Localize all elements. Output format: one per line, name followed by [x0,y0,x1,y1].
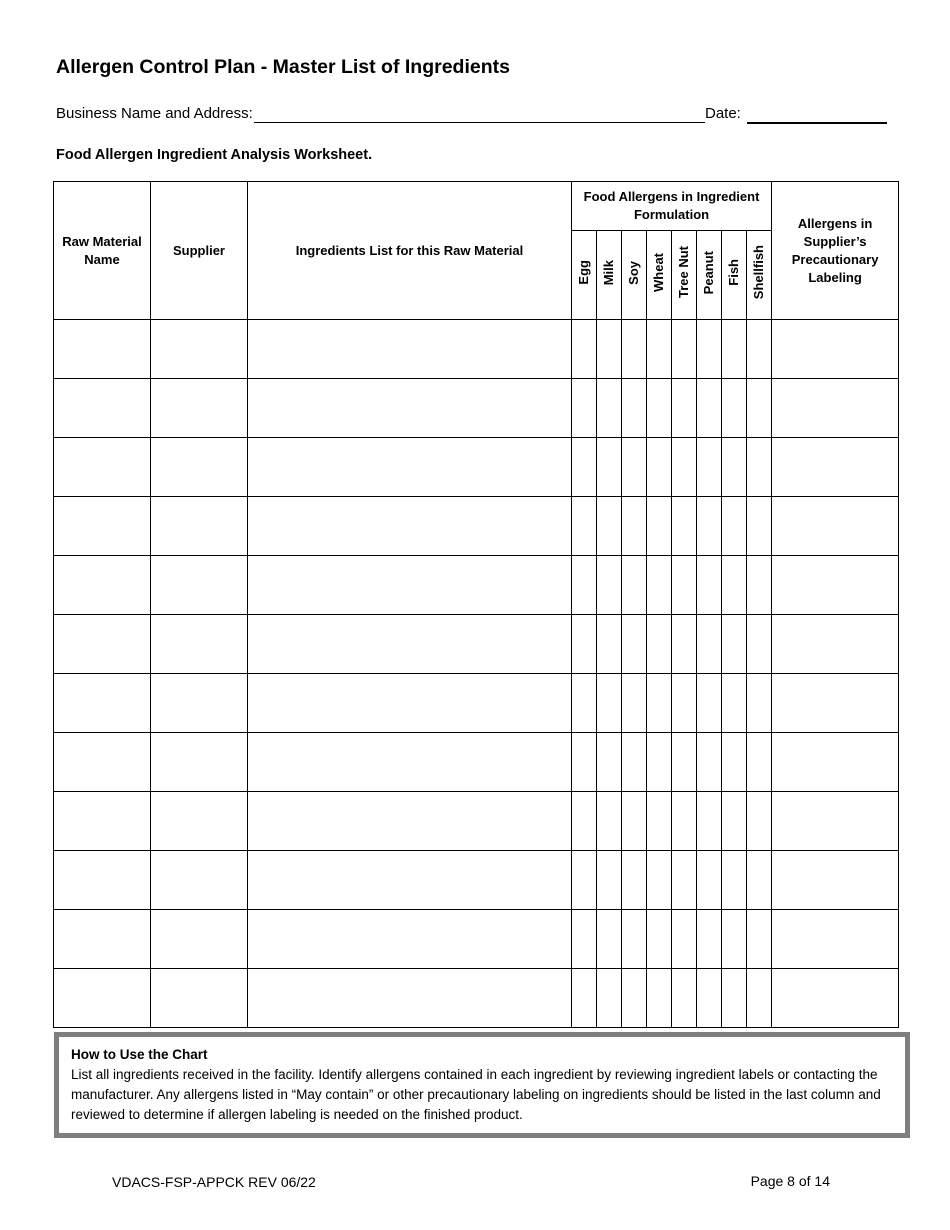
table-cell[interactable] [772,733,899,792]
table-cell[interactable] [672,497,697,556]
table-cell[interactable] [697,438,722,497]
table-cell[interactable] [54,615,151,674]
table-cell[interactable] [772,556,899,615]
table-cell[interactable] [647,910,672,969]
table-row [54,615,899,674]
table-cell[interactable] [672,674,697,733]
table-cell[interactable] [647,320,672,379]
table-cell[interactable] [772,851,899,910]
table-cell[interactable] [747,969,772,1028]
table-cell[interactable] [697,556,722,615]
table-cell[interactable] [747,556,772,615]
page-title: Allergen Control Plan - Master List of Ingredients [56,56,510,78]
table-cell[interactable] [647,556,672,615]
table-cell[interactable] [572,851,597,910]
table-cell[interactable] [747,379,772,438]
table-cell[interactable] [151,851,248,910]
table-cell[interactable] [151,320,248,379]
table-cell[interactable] [672,792,697,851]
table-cell[interactable] [647,851,672,910]
table-cell[interactable] [248,556,572,615]
table-cell[interactable] [597,910,622,969]
table-cell[interactable] [722,379,747,438]
table-cell[interactable] [248,615,572,674]
table-cell[interactable] [248,851,572,910]
table-row [54,969,899,1028]
table-cell[interactable] [54,438,151,497]
table-cell[interactable] [647,438,672,497]
table-cell[interactable] [672,851,697,910]
allergen-worksheet-table [53,181,899,1028]
table-cell[interactable] [597,320,622,379]
table-cell[interactable] [697,851,722,910]
table-row [54,792,899,851]
header-allergen-shellfish [747,231,772,320]
table-cell[interactable] [248,320,572,379]
table-cell[interactable] [772,910,899,969]
header-allergen-milk [597,231,622,320]
table-cell[interactable] [647,733,672,792]
allergen-label: Shellfish [751,245,767,300]
table-cell[interactable] [248,379,572,438]
table-cell[interactable] [672,320,697,379]
table-cell[interactable] [722,733,747,792]
table-cell[interactable] [722,792,747,851]
table-row [54,497,899,556]
allergen-label: Tree Nut [676,246,691,299]
table-cell[interactable] [697,320,722,379]
table-cell[interactable] [772,497,899,556]
table-row [54,733,899,792]
business-name-label: Business Name and Address: [56,105,253,122]
table-cell[interactable] [772,379,899,438]
table-cell[interactable] [151,497,248,556]
table-cell[interactable] [697,969,722,1028]
allergen-label: Egg [576,260,591,285]
header-allergen-peanut [697,231,722,320]
table-cell[interactable] [622,674,647,733]
table-row [54,851,899,910]
table-cell[interactable] [54,556,151,615]
worksheet-subtitle: Food Allergen Ingredient Analysis Worksheet. [56,147,373,163]
table-row [54,438,899,497]
table-cell[interactable] [622,320,647,379]
table-cell[interactable] [572,733,597,792]
table-cell[interactable] [697,910,722,969]
table-cell[interactable] [747,792,772,851]
table-cell[interactable] [747,733,772,792]
header-allergen-egg [572,231,597,320]
table-cell[interactable] [597,556,622,615]
table-cell[interactable] [672,910,697,969]
table-cell[interactable] [697,733,722,792]
table-cell[interactable] [722,497,747,556]
table-cell[interactable] [747,320,772,379]
table-cell[interactable] [248,733,572,792]
table-cell[interactable] [747,851,772,910]
table-cell[interactable] [697,674,722,733]
table-cell[interactable] [722,851,747,910]
table-cell[interactable] [622,379,647,438]
table-cell[interactable] [597,497,622,556]
table-cell[interactable] [572,320,597,379]
table-cell[interactable] [572,497,597,556]
table-cell[interactable] [54,969,151,1028]
table-cell[interactable] [647,615,672,674]
table-cell[interactable] [622,733,647,792]
table-cell[interactable] [772,969,899,1028]
table-cell[interactable] [622,497,647,556]
header-allergen-soy [622,231,647,320]
table-cell[interactable] [622,438,647,497]
table-cell[interactable] [597,969,622,1028]
table-cell[interactable] [248,497,572,556]
table-cell[interactable] [672,379,697,438]
header-raw-material-name: Raw Material Name [54,182,151,320]
worksheet-body [54,320,899,1028]
table-cell[interactable] [54,320,151,379]
table-cell[interactable] [697,615,722,674]
table-row [54,910,899,969]
allergen-label: Milk [601,259,616,286]
table-cell[interactable] [248,674,572,733]
table-cell[interactable] [647,792,672,851]
table-cell[interactable] [672,615,697,674]
table-cell[interactable] [622,792,647,851]
table-cell[interactable] [572,379,597,438]
table-cell[interactable] [151,910,248,969]
table-cell[interactable] [572,556,597,615]
table-cell[interactable] [622,910,647,969]
table-cell[interactable] [151,615,248,674]
table-cell[interactable] [572,792,597,851]
allergen-label: Wheat [651,253,666,292]
table-cell[interactable] [248,792,572,851]
table-cell[interactable] [597,674,622,733]
table-cell[interactable] [722,969,747,1028]
table-cell[interactable] [747,438,772,497]
table-cell[interactable] [597,792,622,851]
table-cell[interactable] [151,733,248,792]
table-cell[interactable] [697,497,722,556]
table-cell[interactable] [672,969,697,1028]
business-name-field[interactable] [254,122,705,123]
table-cell[interactable] [248,910,572,969]
table-cell[interactable] [622,969,647,1028]
table-cell[interactable] [572,674,597,733]
table-row [54,320,899,379]
table-cell[interactable] [772,674,899,733]
table-cell[interactable] [622,615,647,674]
header-ingredients-list: Ingredients List for this Raw Material [248,182,572,320]
table-row [54,379,899,438]
table-cell[interactable] [722,615,747,674]
table-cell[interactable] [572,910,597,969]
table-cell[interactable] [54,910,151,969]
table-cell[interactable] [151,438,248,497]
table-cell[interactable] [597,851,622,910]
table-cell[interactable] [747,615,772,674]
table-cell[interactable] [647,969,672,1028]
table-cell[interactable] [647,674,672,733]
how-to-title: How to Use the Chart [71,1047,208,1062]
header-allergen-tree-nut [672,231,697,320]
header-food-allergens-group: Food Allergens in Ingredient Formulation [572,182,772,231]
table-cell[interactable] [622,556,647,615]
doc-code: VDACS-FSP-APPCK REV 06/22 [112,1174,316,1190]
table-cell[interactable] [572,615,597,674]
header-supplier: Supplier [151,182,248,320]
page-number: Page 8 of 14 [750,1173,830,1189]
table-cell[interactable] [722,910,747,969]
table-cell[interactable] [697,379,722,438]
table-cell[interactable] [772,438,899,497]
how-to-body: List all ingredients received in the facility. Identify allergens contained in each ingredient by reviewing ingredient labels or contacting the manufacturer. Any allergens listed in “May contain” or other precautionary labeling on ingredients should be listed in the last column and reviewed to determine if allergen labeling is needed on the finished product. [71,1067,881,1122]
table-cell[interactable] [54,674,151,733]
table-cell[interactable] [647,379,672,438]
table-cell[interactable] [722,438,747,497]
table-cell[interactable] [151,379,248,438]
header-precautionary-labeling: Allergens in Supplier’s Precautionary Labeling [772,182,899,320]
table-cell[interactable] [54,851,151,910]
header-allergen-wheat [647,231,672,320]
table-cell[interactable] [722,320,747,379]
table-cell[interactable] [747,910,772,969]
table-row [54,674,899,733]
table-cell[interactable] [151,556,248,615]
table-cell[interactable] [672,733,697,792]
date-label: Date: [705,105,741,122]
table-cell[interactable] [622,851,647,910]
table-cell[interactable] [597,733,622,792]
table-cell[interactable] [54,497,151,556]
business-date-line [56,105,887,127]
table-cell[interactable] [772,320,899,379]
table-cell[interactable] [597,615,622,674]
table-cell[interactable] [747,497,772,556]
allergen-label: Soy [626,260,641,285]
table-cell[interactable] [151,792,248,851]
table-cell[interactable] [747,674,772,733]
table-cell[interactable] [597,438,622,497]
table-cell[interactable] [672,438,697,497]
table-cell[interactable] [697,792,722,851]
table-cell[interactable] [151,674,248,733]
allergen-label: Peanut [701,250,716,295]
date-field[interactable] [747,122,887,124]
how-to-use-box [54,1032,910,1138]
table-cell[interactable] [248,969,572,1028]
table-cell[interactable] [572,438,597,497]
header-allergen-fish [722,231,747,320]
table-cell[interactable] [722,556,747,615]
table-cell[interactable] [722,674,747,733]
allergen-label: Fish [726,259,741,286]
table-cell[interactable] [151,969,248,1028]
table-cell[interactable] [647,497,672,556]
table-cell[interactable] [597,379,622,438]
table-row [54,556,899,615]
table-cell[interactable] [772,615,899,674]
table-cell[interactable] [672,556,697,615]
table-cell[interactable] [772,792,899,851]
table-cell[interactable] [54,379,151,438]
table-cell[interactable] [572,969,597,1028]
table-cell[interactable] [54,792,151,851]
table-cell[interactable] [54,733,151,792]
table-cell[interactable] [248,438,572,497]
